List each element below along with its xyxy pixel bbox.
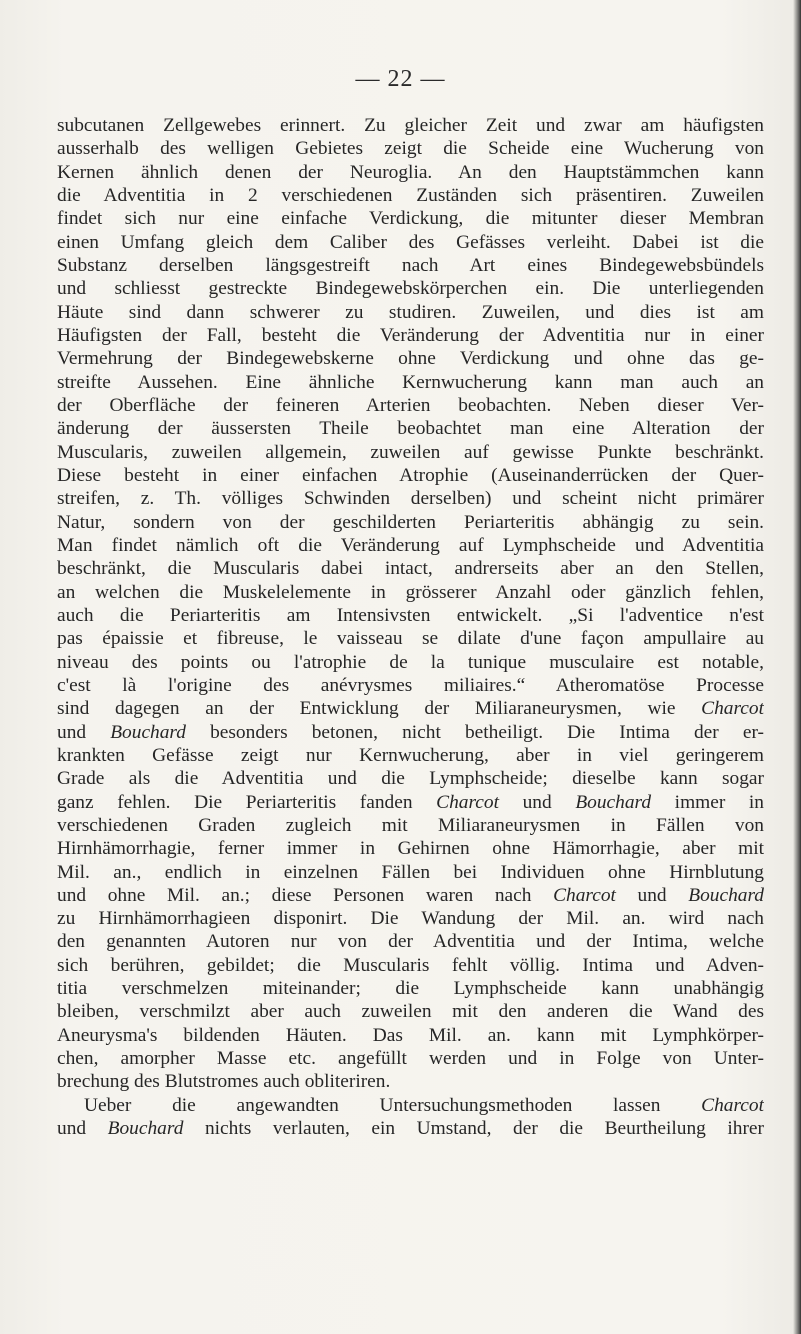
text-segment: immer in	[651, 791, 764, 813]
text-segment: Mil. an., endlich in einzelnen Fällen bei Individuen ohne Hirnblutung	[57, 861, 764, 883]
author-name: Bouchard	[688, 884, 764, 906]
text-line	[57, 791, 764, 814]
text-line	[57, 581, 764, 604]
text-line	[57, 674, 764, 697]
author-name: Charcot	[701, 698, 764, 720]
text-line	[57, 1000, 764, 1023]
text-line	[57, 837, 764, 860]
text-line	[57, 137, 764, 160]
text-segment: streifte Aussehen. Eine ähnliche Kernwucherung kann man auch an	[57, 371, 764, 393]
text-segment: und	[499, 791, 576, 813]
text-line	[57, 184, 764, 207]
text-segment: pas épaissie et fibreuse, le vaisseau se dilate d'une façon ampullaire au	[57, 628, 764, 650]
text-segment: Häufigsten der Fall, besteht die Veränderung der Adventitia nur in einer	[57, 324, 764, 346]
text-segment: Diese besteht in einer einfachen Atrophie (Auseinanderrücken der Quer-	[57, 464, 764, 486]
text-line	[57, 394, 764, 417]
text-line	[57, 277, 764, 300]
text-segment: krankten Gefässe zeigt nur Kernwucherung, aber in viel geringerem	[57, 744, 764, 766]
text-segment: und ohne Mil. an.; diese Personen waren nach	[57, 884, 554, 906]
text-segment: streifen, z. Th. völliges Schwinden derselben) und scheint nicht primärer	[57, 488, 764, 510]
text-line	[57, 930, 764, 953]
text-line	[57, 721, 764, 744]
author-name: Charcot	[436, 791, 499, 813]
text-segment: ausserhalb des welligen Gebietes zeigt die Scheide eine Wucherung von	[57, 138, 764, 160]
text-segment: Aneurysma's bildenden Häuten. Das Mil. an. kann mit Lymphkörper-	[57, 1024, 764, 1046]
text-line	[57, 441, 764, 464]
text-segment: Ueber die angewandten Untersuchungsmethoden lassen	[84, 1094, 702, 1116]
text-segment: zu Hirnhämorrhagieen disponirt. Die Wandung der Mil. an. wird nach	[57, 908, 764, 930]
text-segment: und	[615, 884, 689, 906]
body-text	[57, 114, 764, 1140]
text-line	[57, 1047, 764, 1070]
text-segment: und schliesst gestreckte Bindegewebskörperchen ein. Die unterliegenden	[57, 278, 764, 300]
text-line	[57, 114, 764, 137]
text-segment: beschränkt, die Muscularis dabei intact, andrerseits aber an den Stellen,	[57, 558, 764, 580]
text-segment: und	[57, 1118, 108, 1140]
text-segment: titia verschmelzen miteinander; die Lymphscheide kann unabhängig	[57, 978, 764, 1000]
text-segment: subcutanen Zellgewebes erinnert. Zu gleicher Zeit und zwar am häufigsten	[57, 115, 764, 136]
text-line	[57, 884, 764, 907]
text-line	[57, 417, 764, 440]
text-line	[57, 954, 764, 977]
text-line	[57, 487, 764, 510]
text-line	[57, 651, 764, 674]
text-segment: Grade als die Adventitia und die Lymphscheide; dieselbe kann sogar	[57, 768, 764, 790]
text-line	[57, 161, 764, 184]
text-segment: änderung der äussersten Theile beobachtet man eine Alteration der	[57, 418, 764, 440]
author-name: Charcot	[701, 1094, 764, 1116]
text-segment: den genannten Autoren nur von der Adventitia und der Intima, welche	[57, 931, 764, 953]
text-segment: die Adventitia in 2 verschiedenen Zuständen sich präsentiren. Zuweilen	[57, 184, 764, 206]
text-line	[57, 627, 764, 650]
text-line	[57, 557, 764, 580]
text-segment: bleiben, verschmilzt aber auch zuweilen mit den anderen die Wand des	[57, 1001, 764, 1023]
text-segment: besonders betonen, nicht betheiligt. Die Intima der er-	[185, 721, 764, 743]
text-line	[57, 464, 764, 487]
text-segment: an welchen die Muskelelemente in grösserer Anzahl oder gänzlich fehlen,	[57, 581, 764, 603]
text-segment: sind dagegen an der Entwicklung der Miliaraneurysmen, wie	[57, 698, 702, 720]
text-line	[57, 907, 764, 930]
text-line	[57, 861, 764, 884]
text-segment: Hirnhämorrhagie, ferner immer in Gehirnen ohne Hämorrhagie, aber mit	[57, 838, 764, 860]
text-segment: auch die Periarteritis am Intensivsten entwickelt. „Si l'adventice n'est	[57, 604, 764, 626]
text-line	[57, 604, 764, 627]
text-line	[57, 347, 764, 370]
text-line	[57, 1024, 764, 1047]
text-segment: und	[57, 721, 111, 743]
text-line	[57, 814, 764, 837]
text-segment: findet sich nur eine einfache Verdickung, die mitunter dieser Membran	[57, 208, 764, 230]
text-line	[57, 231, 764, 254]
text-segment: Substanz derselben längsgestreift nach Art eines Bindegewebsbündels	[57, 254, 764, 276]
text-line	[57, 1094, 764, 1117]
text-segment: Kernen ähnlich denen der Neuroglia. An den Hauptstämmchen kann	[57, 161, 764, 183]
text-segment: Muscularis, zuweilen allgemein, zuweilen auf gewisse Punkte beschränkt.	[57, 441, 764, 463]
text-line	[57, 324, 764, 347]
text-segment: Natur, sondern von der geschilderten Periarteritis abhängig zu sein.	[57, 511, 764, 533]
text-segment: niveau des points ou l'atrophie de la tunique musculaire est notable,	[57, 651, 764, 673]
text-segment: sich berühren, gebildet; die Muscularis fehlt völlig. Intima und Adven-	[57, 954, 764, 976]
text-segment: verschiedenen Graden zugleich mit Miliaraneurysmen in Fällen von	[57, 814, 764, 836]
text-line	[57, 1117, 764, 1140]
text-line	[57, 744, 764, 767]
author-name: Bouchard	[110, 721, 186, 743]
text-segment: der Oberfläche der feineren Arterien beobachten. Neben dieser Ver-	[57, 394, 764, 416]
text-line	[57, 534, 764, 557]
text-line	[57, 511, 764, 534]
text-line	[57, 697, 764, 720]
page-number: — 22 —	[355, 66, 446, 92]
author-name: Bouchard	[107, 1118, 184, 1140]
text-segment: nichts verlauten, ein Umstand, der die Beurtheilung ihrer	[183, 1118, 764, 1140]
text-segment: brechung des Blutstromes auch obliteriren.	[57, 1071, 391, 1093]
text-line	[57, 254, 764, 277]
author-name: Charcot	[553, 884, 616, 906]
text-line	[57, 767, 764, 790]
author-name: Bouchard	[575, 791, 652, 813]
text-line	[57, 371, 764, 394]
text-line	[57, 301, 764, 324]
text-line	[57, 1070, 764, 1093]
text-line	[57, 977, 764, 1000]
text-segment: c'est là l'origine des anévrysmes miliaires.“ Atheromatöse Processe	[57, 674, 764, 696]
text-segment: Häute sind dann schwerer zu studiren. Zuweilen, und dies ist am	[57, 301, 764, 323]
page-edge-shadow	[793, 0, 801, 1334]
text-segment: chen, amorpher Masse etc. angefüllt werden und in Folge von Unter-	[57, 1048, 764, 1070]
text-segment: Vermehrung der Bindegewebskerne ohne Verdickung und ohne das ge-	[57, 348, 764, 370]
text-segment: Man findet nämlich oft die Veränderung auf Lymphscheide und Adventitia	[57, 534, 764, 556]
text-line	[57, 207, 764, 230]
text-segment: einen Umfang gleich dem Caliber des Gefässes verleiht. Dabei ist die	[57, 231, 764, 253]
text-segment: ganz fehlen. Die Periarteritis fanden	[57, 791, 437, 813]
